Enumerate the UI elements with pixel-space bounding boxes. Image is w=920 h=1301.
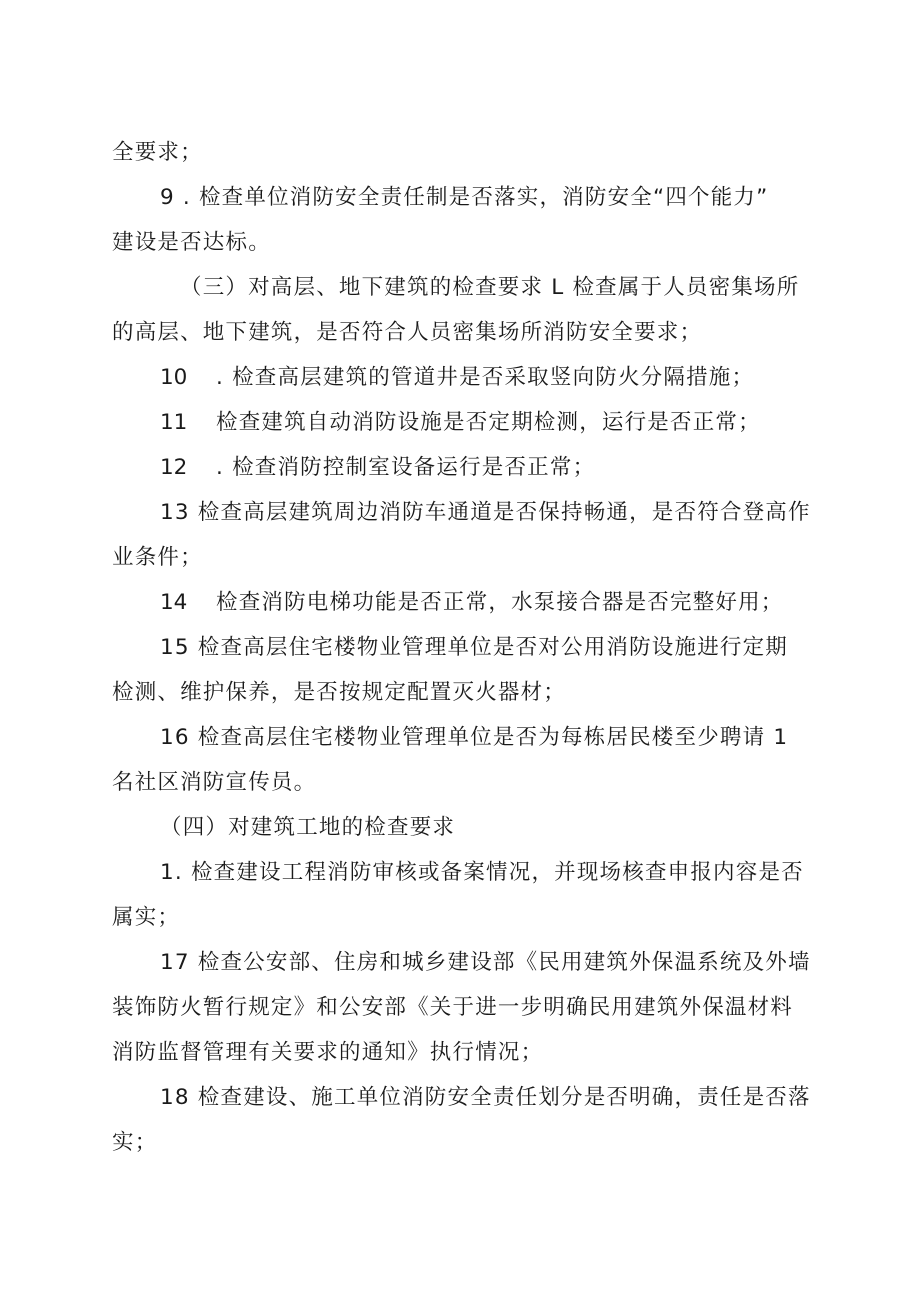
section-heading: （三）对高层、地下建筑的检查要求 L 检查属于人员密集场所 (180, 275, 800, 300)
text-line: 装饰防火暂行规定》和公安部《关于进一步明确民用建筑外保温材料 (112, 995, 794, 1020)
text-line: 检测、维护保养，是否按规定配置灭火器材； (112, 680, 567, 705)
text-line: 13 检查高层建筑周边消防车通道是否保持畅通，是否符合登高作 (160, 500, 811, 525)
text-line: 业条件； (112, 545, 203, 570)
text-line: 17 检查公安部、住房和城乡建设部《民用建筑外保温系统及外墙 (160, 950, 811, 975)
item-text: . 检查高层建筑的管道井是否采取竖向防火分隔措施； (216, 365, 755, 390)
text-line: 属实； (112, 905, 181, 930)
text-line (160, 363, 754, 393)
text-line: 15 检查高层住宅楼物业管理单位是否对公用消防设施进行定期 (160, 635, 788, 660)
item-number: 14 (160, 590, 188, 615)
text-line: 16 检查高层住宅楼物业管理单位是否为每栋居民楼至少聘请 1 (160, 725, 789, 750)
text-line (160, 453, 595, 483)
text-line (160, 588, 784, 618)
item-number: 11 (160, 410, 188, 435)
text-line: 9 . 检查单位消防安全责任制是否落实，消防安全“四个能力” (160, 185, 769, 210)
item-number: 12 (160, 455, 188, 480)
section-heading: （四）对建筑工地的检查要求 (160, 815, 456, 840)
text-line: 的高层、地下建筑，是否符合人员密集场所消防安全要求； (112, 320, 703, 345)
text-line: 1. 检查建设工程消防审核或备案情况，并现场核查申报内容是否 (160, 860, 804, 885)
item-number: 10 (160, 365, 188, 390)
text-line: 实； (112, 1130, 158, 1155)
text-line: 名社区消防宣传员。 (112, 770, 317, 795)
item-text: 检查消防电梯功能是否正常，水泵接合器是否完整好用； (216, 590, 784, 615)
text-line: 消防监督管理有关要求的通知》执行情况； (112, 1040, 544, 1065)
text-line: 全要求； (112, 140, 203, 165)
text-line: 建设是否达标。 (112, 230, 271, 255)
item-text: 检查建筑自动消防设施是否定期检测，运行是否正常； (216, 410, 761, 435)
text-line: 18 检查建设、施工单位消防安全责任划分是否明确，责任是否落 (160, 1085, 811, 1110)
item-text: . 检查消防控制室设备运行是否正常； (216, 455, 596, 480)
text-line (160, 408, 761, 438)
